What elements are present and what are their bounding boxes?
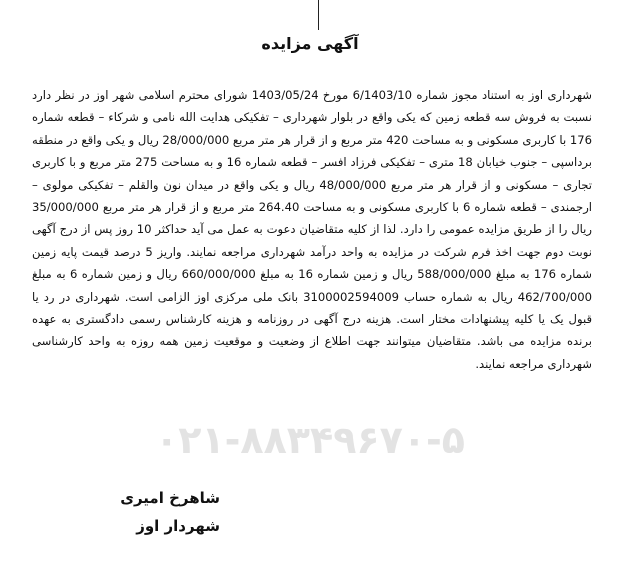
signature-name: شاهرخ امیری <box>120 489 220 507</box>
ad-body-text: شهرداری اوز به استناد مجوز شماره 6/1403/10 مورخ 1403/05/24 شورای محترم اسلامی شهر اوز در نظر دارد نسبت به فروش سه قطعه زمین که یکی واقع در بلوار شهرداری – تفکیکی هدایت الله نامی و شرکاء – قطعه شماره 176 با کاربری مسکونی و به مساحت 420 متر مربع و از قرار هر متر مربع 28/000/000 ریال و یکی واقع در منطقه برداسپی – جنوب خیابان 18 متری – تفکیکی فرزاد افسر – قطعه شماره 16 و به مساحت 275 متر مربع و با کاربری تجاری – مسکونی و از قرار هر متر مربع 48/000/000 ریال و یکی واقع در میدان نون والقلم – تفکیکی مولوی – ارجمندی – قطعه شماره 6 با کاربری مسکونی و به مساحت 264.40 متر مربع و از قرار هر متر مربع 35/000/000 ریال را از طریق مزایده عمومی را دارد. لذا از کلیه متقاضیان دعوت به عمل می آید حداکثر 10 روز پس از درج آگهی نوبت دوم جهت اخذ فرم شرکت در مزایده به واحد درآمد شهرداری مراجعه نمایند. واریز 5 درصد قیمت پایه زمین شماره 176 به مبلغ 588/000/000 ریال و زمین شماره 16 به مبلغ 660/000/000 ریال و زمین شماره 6 به مبلغ 462/700/000 ریال به شماره حساب 3100002594009 بانک ملی مرکزی اوز الزامی است. شهرداری در رد یا قبول یک یا کلیه پیشنهادات مختار است. هزینه درج آگهی در روزنامه و هزینه کارشناس رسمی دادگستری به عهده برنده مزایده می باشد. متقاضیان میتوانند جهت اطلاع از وضعیت و موقعیت زمین همه روزه به واحد کارشناسی شهرداری مراجعه نمایند. <box>32 88 593 371</box>
ad-title: آگهی مزایده <box>261 34 359 53</box>
top-divider-line <box>318 0 319 30</box>
signature-title: شهردار اوز <box>136 517 220 535</box>
phone-watermark: ۰۲۱-۸۸۳۴۹۶۷۰-۵ <box>155 418 465 462</box>
